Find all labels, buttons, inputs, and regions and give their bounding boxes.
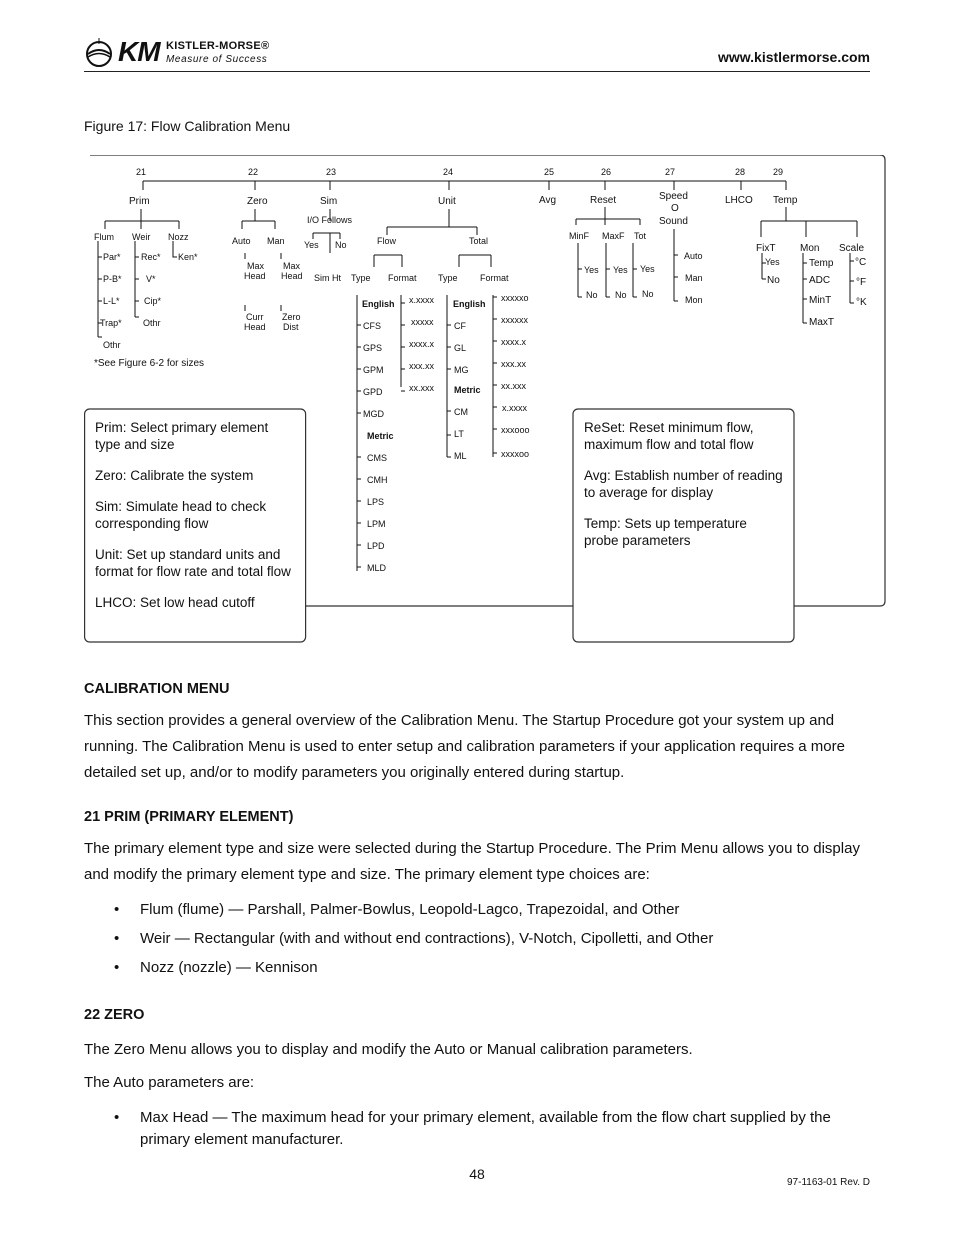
menu-number: 25 <box>544 167 555 177</box>
weir-item: Othr <box>143 318 161 328</box>
menu-speed-line1: Speed <box>659 191 688 202</box>
zero-auto-item: Max <box>247 261 265 271</box>
auto-params-paragraph: The Auto parameters are: <box>84 1074 255 1091</box>
flow-english-unit: MGD <box>363 409 384 419</box>
prim-heading: 21 PRIM (PRIMARY ELEMENT) <box>84 809 294 825</box>
mon-item: MinT <box>809 295 832 306</box>
bullet-text: Flum (flume) — Parshall, Palmer-Bowlus, Leopold-Lagco, Trapezoidal, and Other <box>140 901 680 918</box>
legend-reset: ReSet: Reset minimum flow, maximum flow and total flow <box>584 420 754 452</box>
mon-item: MaxT <box>809 317 834 328</box>
flow-metric-unit: CMH <box>367 475 388 485</box>
reset-no: No <box>615 290 627 300</box>
figure-caption: Figure 17: Flow Calibration Menu <box>84 118 291 134</box>
total-format: xxxooo <box>501 425 530 435</box>
left-legend-text <box>95 419 295 625</box>
unit-total: Total <box>469 236 489 246</box>
total-format: xxxxoo <box>501 449 530 459</box>
temp-fixt: FixT <box>756 243 776 254</box>
menu-speed-line2: O <box>671 203 679 214</box>
prim-flum: Flum <box>94 232 114 242</box>
flum-item: L-L* <box>103 296 120 306</box>
total-format: x.xxxx <box>502 403 528 413</box>
zero-paragraph: The Zero Menu allows you to display and modify the Auto or Manual calibration parameters. <box>84 1041 693 1058</box>
flum-item: Othr <box>103 340 121 350</box>
menu-number: 23 <box>326 167 337 177</box>
unit-flow-format: Format <box>388 273 417 283</box>
weir-item: Rec* <box>141 252 161 262</box>
bullet-text: Nozz (nozzle) — Kennison <box>140 959 318 976</box>
menu-temp: Temp <box>773 195 798 206</box>
menu-avg: Avg <box>539 195 557 206</box>
bullet-mark: • <box>114 901 120 918</box>
kistler-morse-logo <box>84 36 284 70</box>
reset-yes: Yes <box>584 265 599 275</box>
menu-unit: Unit <box>438 196 456 207</box>
reset-no: No <box>586 290 598 300</box>
document-revision: 97-1163-01 Rev. D <box>786 1177 870 1188</box>
flow-metric-unit: LPD <box>367 541 385 551</box>
logo-globe-icon <box>84 38 114 68</box>
legend-zero: Zero: Calibrate the system <box>95 468 254 483</box>
sim-yes: Yes <box>304 240 319 250</box>
weir-item: Cip* <box>144 296 162 306</box>
speed-item: Auto <box>684 251 703 261</box>
scale-item: °K <box>856 297 867 308</box>
right-legend-text <box>584 419 784 563</box>
legend-unit: Unit: Set up standard units and format for flow rate and total flow <box>95 547 291 579</box>
zero-man: Man <box>267 236 285 246</box>
zero-auto: Auto <box>232 236 251 246</box>
menu-number: 28 <box>735 167 746 177</box>
legend-temp: Temp: Sets up temperature probe parameters <box>584 516 747 548</box>
scale-item: °C <box>855 257 867 268</box>
zero-man-item: Max <box>283 261 301 271</box>
page-number: 48 <box>469 1166 485 1182</box>
bullet-mark: • <box>114 1109 120 1126</box>
fixt-item: No <box>767 275 780 286</box>
menu-number: 21 <box>136 167 147 177</box>
temp-mon: Mon <box>800 243 820 254</box>
total-english-unit: MG <box>454 365 469 375</box>
flow-format: x.xxxx <box>409 295 435 305</box>
prim-weir: Weir <box>132 232 151 242</box>
menu-number: 24 <box>443 167 454 177</box>
zero-heading: 22 ZERO <box>84 1007 145 1023</box>
total-format: xxxx.x <box>501 337 527 347</box>
website-url[interactable]: www.kistlermorse.com <box>718 49 870 65</box>
total-english-heading: English <box>453 299 486 309</box>
total-format: xxxxxo <box>501 293 529 303</box>
reset-no: No <box>642 289 654 299</box>
reset-yes: Yes <box>640 264 655 274</box>
total-metric-heading: Metric <box>454 385 481 395</box>
flum-item: P-B* <box>103 274 122 284</box>
reset-minf: MinF <box>569 231 589 241</box>
reset-maxf: MaxF <box>602 231 625 241</box>
legend-avg: Avg: Establish number of reading to average for display <box>584 468 783 500</box>
flow-format: xxxx.x <box>409 339 435 349</box>
flow-format: xxx.xx <box>409 361 435 371</box>
flow-metric-unit: CMS <box>367 453 387 463</box>
flow-english-unit: GPM <box>363 365 384 375</box>
bullet-mark: • <box>114 959 120 976</box>
menu-number: 27 <box>665 167 676 177</box>
temp-scale: Scale <box>839 243 865 254</box>
zero-man-item: Zero <box>282 312 301 322</box>
total-metric-unit: LT <box>454 429 464 439</box>
bullet-text: Weir — Rectangular (with and without end contractions), V-Notch, Cipolletti, and Other <box>140 930 714 947</box>
logo-brand: KISTLER-MORSE® <box>166 40 270 52</box>
reset-yes: Yes <box>613 265 628 275</box>
menu-prim: Prim <box>129 196 150 207</box>
scale-item: °F <box>856 277 867 288</box>
total-format: xxxxxx <box>501 315 528 325</box>
flum-item: Par* <box>103 252 121 262</box>
logo-tagline: Measure of Success <box>166 54 268 65</box>
weir-item: V* <box>146 274 156 284</box>
total-english-unit: CF <box>454 321 466 331</box>
bullet-mark: • <box>114 930 120 947</box>
flow-metric-unit: LPM <box>367 519 386 529</box>
menu-number: 26 <box>601 167 612 177</box>
menu-sim: Sim <box>320 196 338 207</box>
total-english-unit: GL <box>454 343 467 353</box>
flow-english-heading: English <box>362 299 395 309</box>
sim-no: No <box>335 240 347 250</box>
legend-sim: Sim: Simulate head to check corresponding flow <box>95 499 267 531</box>
total-format: xx.xxx <box>501 381 527 391</box>
mon-item: Temp <box>809 258 834 269</box>
menu-lhco: LHCO <box>725 195 753 206</box>
total-format: xxx.xx <box>501 359 527 369</box>
mon-item: ADC <box>809 275 831 286</box>
speed-item: Mon <box>685 295 703 305</box>
prim-note: *See Figure 6-2 for sizes <box>94 358 205 369</box>
prim-paragraph: The primary element type and size were selected during the Startup Procedure. The Prim Menu allows you to display and modify the primary element type and size. The primary element type choices are: <box>84 840 860 883</box>
menu-number: 22 <box>248 167 259 177</box>
menu-number: 29 <box>773 167 784 177</box>
flow-format: xxxxx <box>411 317 434 327</box>
legend-lhco: LHCO: Set low head cutoff <box>95 595 255 610</box>
zero-auto-item: Head <box>244 271 266 281</box>
flow-english-unit: CFS <box>363 321 381 331</box>
bullet-text: Max Head — The maximum head for your primary element, available from the flow chart supplied by the primary element manufacturer. <box>140 1109 831 1148</box>
fixt-item: Yes <box>765 257 780 267</box>
unit-total-type: Type <box>438 273 458 283</box>
zero-auto-item: Curr <box>246 312 264 322</box>
flow-metric-unit: LPS <box>367 497 385 507</box>
flow-english-unit: GPD <box>363 387 383 397</box>
flow-metric-unit: MLD <box>367 563 387 573</box>
reset-tot: Tot <box>634 231 647 241</box>
flow-metric-heading: Metric <box>367 431 394 441</box>
zero-man-item: Head <box>281 271 303 281</box>
zero-auto-item: Head <box>244 322 266 332</box>
total-metric-unit: CM <box>454 407 468 417</box>
zero-man-item: Dist <box>283 322 299 332</box>
legend-prim: Prim: Select primary element type and size <box>95 420 269 452</box>
flum-item: Trap* <box>100 318 122 328</box>
menu-reset: Reset <box>590 195 617 206</box>
logo-mark: KM <box>118 36 160 67</box>
flow-format: xx.xxx <box>409 383 435 393</box>
calibration-menu-paragraph: This section provides a general overview of the Calibration Menu. The Startup Procedure got your system up and running. The Calibration Menu is used to enter setup and calibration parameters if your application requires a more detailed set up, and/or to modify parameters you originally entered during startup. <box>84 712 845 781</box>
calibration-menu-heading: CALIBRATION MENU <box>84 681 230 697</box>
header-divider <box>84 71 870 72</box>
menu-speed-line3: Sound <box>659 216 688 227</box>
menu-zero: Zero <box>247 196 268 207</box>
speed-item: Man <box>685 273 703 283</box>
sim-ht: Sim Ht <box>314 273 341 283</box>
sim-io-follows: I/O Follows <box>307 215 353 225</box>
nozz-item: Ken* <box>178 252 198 262</box>
prim-nozz: Nozz <box>168 232 189 242</box>
flow-english-unit: GPS <box>363 343 383 353</box>
unit-flow-type: Type <box>351 273 371 283</box>
unit-total-format: Format <box>480 273 509 283</box>
total-metric-unit: ML <box>454 451 467 461</box>
unit-flow: Flow <box>377 236 397 246</box>
